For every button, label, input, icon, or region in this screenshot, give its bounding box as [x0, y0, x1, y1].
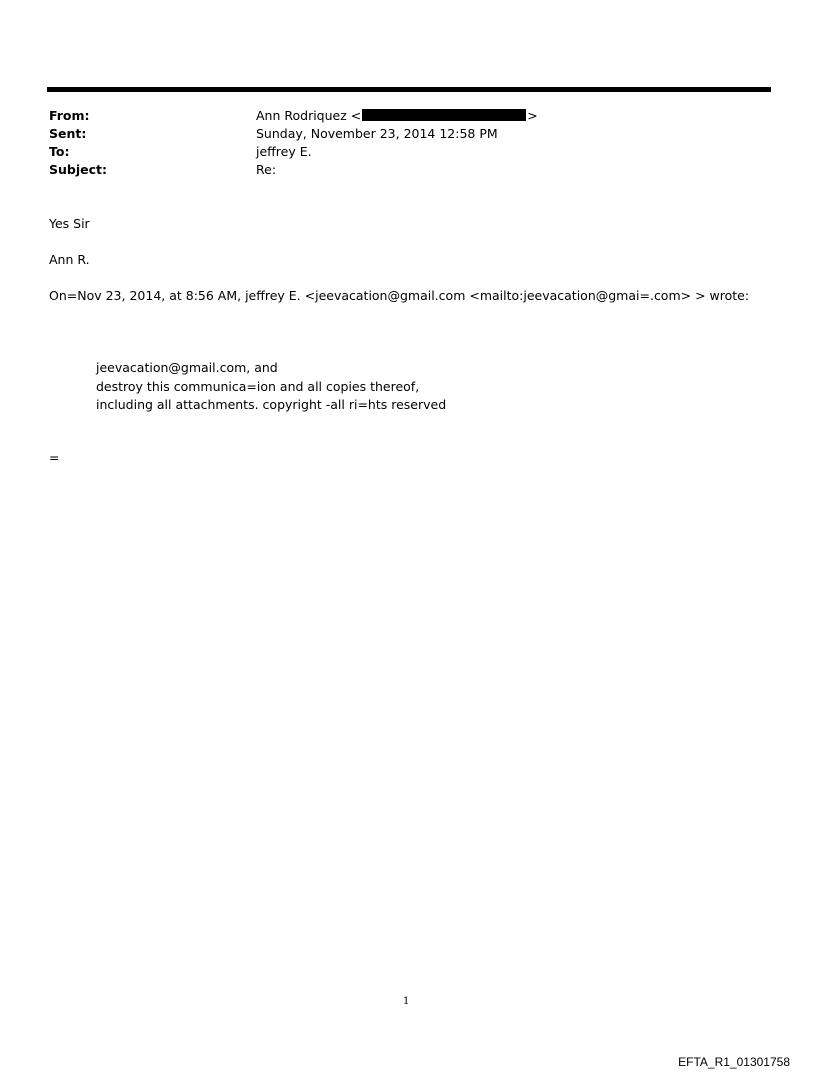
to-label: To: [49, 144, 70, 159]
quote-line: jeevacation@gmail.com, and [96, 360, 278, 375]
body-line-signature: Ann R. [49, 252, 90, 267]
quote-line: including all attachments. copyright -all ri=hts reserved [96, 397, 447, 412]
from-name: Ann Rodriquez < [256, 108, 362, 123]
subject-value: Re: [256, 162, 277, 177]
header-divider [47, 87, 771, 92]
sent-value: Sunday, November 23, 2014 12:58 PM [256, 126, 498, 141]
from-suffix: > [527, 108, 538, 123]
subject-label: Subject: [49, 162, 107, 177]
from-value [256, 107, 538, 125]
from-label: From: [49, 108, 90, 123]
quote-line: destroy this communica=ion and all copies thereof, [96, 378, 420, 394]
bates-number: EFTA_R1_01301758 [678, 1055, 790, 1069]
body-line-greeting: Yes Sir [49, 216, 90, 231]
page-number: 1 [403, 996, 410, 1007]
sent-label: Sent: [49, 126, 87, 141]
redaction-block [362, 109, 526, 121]
quoted-text [96, 359, 446, 415]
reply-intro: On=Nov 23, 2014, at 8:56 AM, jeffrey E. <jeevacation@gmail.com <mailto:jeevacation@gmai=.com> > wrote: [49, 288, 750, 303]
to-value: jeffrey E. [256, 144, 312, 159]
trailing-char: = [49, 450, 60, 465]
